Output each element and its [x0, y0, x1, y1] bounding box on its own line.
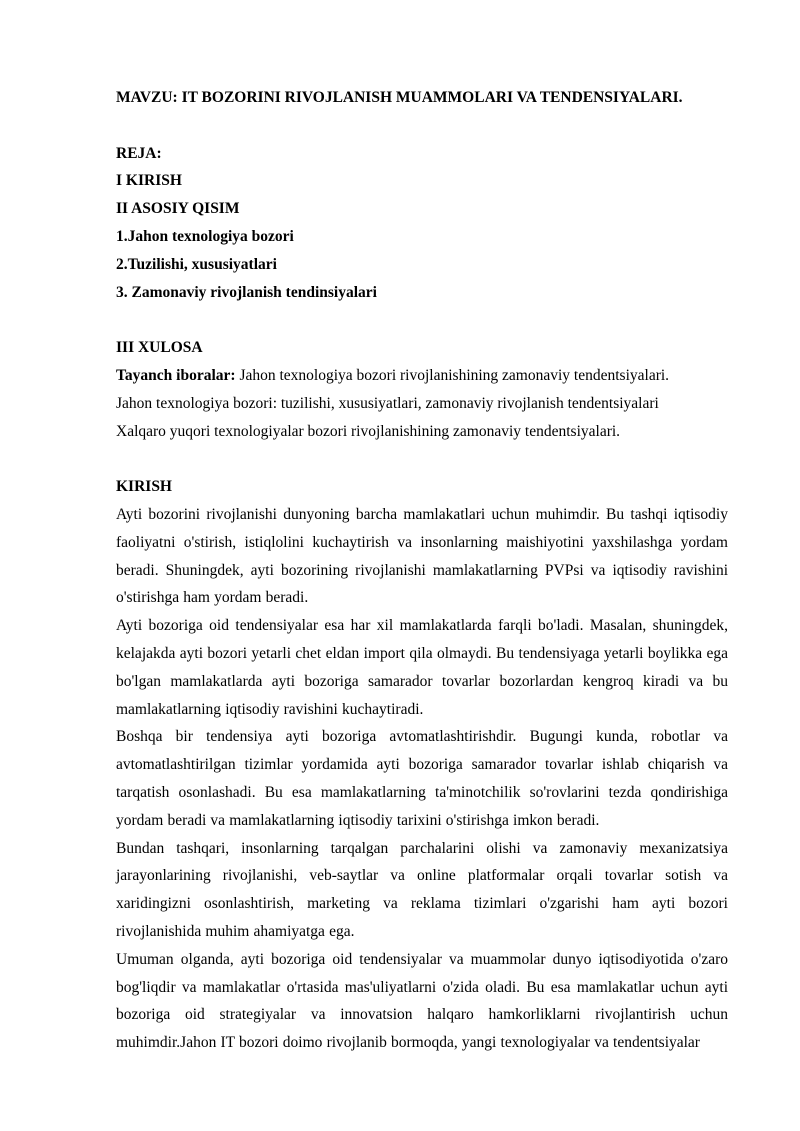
spacer: [116, 445, 728, 473]
plan-heading: REJA:: [116, 144, 162, 162]
plan-item-1: I KIRISH: [116, 172, 182, 190]
intro-paragraph-2: Ayti bozoriga oid tendensiyalar esa har xil mamlakatlarda farqli bo'ladi. Masalan, shuningdek, kelajakda ayti bozori yetarli chet eldan import qila olmaydi. Bu tendensiyaga yetarli boylikka ega bo'lgan mamlakatlarda ayti bozoriga samarador tovarlar bozorlardan kengroq kiradi va bu mamlakatlarning iqtisodiy ravishini kuchaytiradi.: [116, 617, 728, 718]
intro-heading: KIRISH: [116, 478, 172, 496]
keywords-label: Tayanch iboralar:: [116, 366, 236, 384]
plan-item-2: II ASOSIY QISIM: [116, 200, 240, 218]
plan-item-4: 2.Tuzilishi, xususiyatlari: [116, 255, 277, 273]
plan-item-3: 1.Jahon texnologiya bozori: [116, 227, 294, 245]
intro-paragraph-4: Bundan tashqari, insonlarning tarqalgan parchalarini olishi va zamonaviy mexanizatsiya jarayonlarining rivojlanishi, veb-saytlar va online platformalar orqali tovarlar sotish va xaridingizni osonlashtirish, marketing va reklama tizimlari o'zgarishi ham ayti bozori rivojlanishida muhim ahamiyatga ega.: [116, 839, 728, 940]
intro-paragraph-3: Boshqa bir tendensiya ayti bozoriga avtomatlashtirishdir. Bugungi kunda, robotlar va avtomatlashtirilgan tizimlar yordamida ayti bozoriga samarador tovarlar ishlab chiqarish va tarqatish osonlashadi. Bu esa mamlakatlarning ta'minotchilik so'rovlarini tezda qondirishiga yordam beradi va mamlakatlarning iqtisodiy tarixini o'stirishga imkon beradi.: [116, 728, 728, 829]
keywords-line-2: Jahon texnologiya bozori: tuzilishi, xususiyatlari, zamonaviy rivojlanish tendentsiyalari: [116, 394, 659, 412]
keywords-line-3: Xalqaro yuqori texnologiyalar bozori rivojlanishining zamonaviy tendentsiyalari.: [116, 422, 621, 440]
keywords-line: [116, 362, 728, 390]
plan-conclusion: III XULOSA: [116, 339, 203, 357]
document-body: [116, 84, 728, 1057]
keywords-text: Jahon texnologiya bozori rivojlanishining zamonaviy tendentsiyalari.: [235, 366, 670, 384]
intro-paragraph-5: Umuman olganda, ayti bozoriga oid tendensiyalar va muammolar dunyo iqtisodiyotida o'zaro bog'liqdir va mamlakatlar o'rtasida mas'uliyatlarni o'zida oladi. Bu esa mamlakatlar uchun ayti bozoriga oid strategiyalar va innovatsion halqaro hamkorliklarni rivojlantirish uchun muhimdir.Jahon IT bozori doimo rivojlanib bormoqda, yangi texnologiyalar va tendentsiyalar: [116, 950, 728, 1052]
intro-paragraph-1: Ayti bozorini rivojlanishi dunyoning barcha mamlakatlari uchun muhimdir. Bu tashqi iqtisodiy faoliyatni o'stirish, istiqlolini kuchaytirish va insonlarning maishiyotini yaxshilashga yordam beradi. Shuningdek, ayti bozorining rivojlanishi mamlakatlarning PVPsi va iqtisodiy ravishini o'stirishga ham yordam beradi.: [116, 505, 728, 607]
spacer: [116, 306, 728, 334]
plan-item-5: 3. Zamonaviy rivojlanish tendinsiyalari: [116, 283, 377, 301]
document-title: MAVZU: IT BOZORINI RIVOJLANISH MUAMMOLARI VA TENDENSIYALARI.: [116, 89, 683, 106]
spacer: [116, 112, 728, 140]
